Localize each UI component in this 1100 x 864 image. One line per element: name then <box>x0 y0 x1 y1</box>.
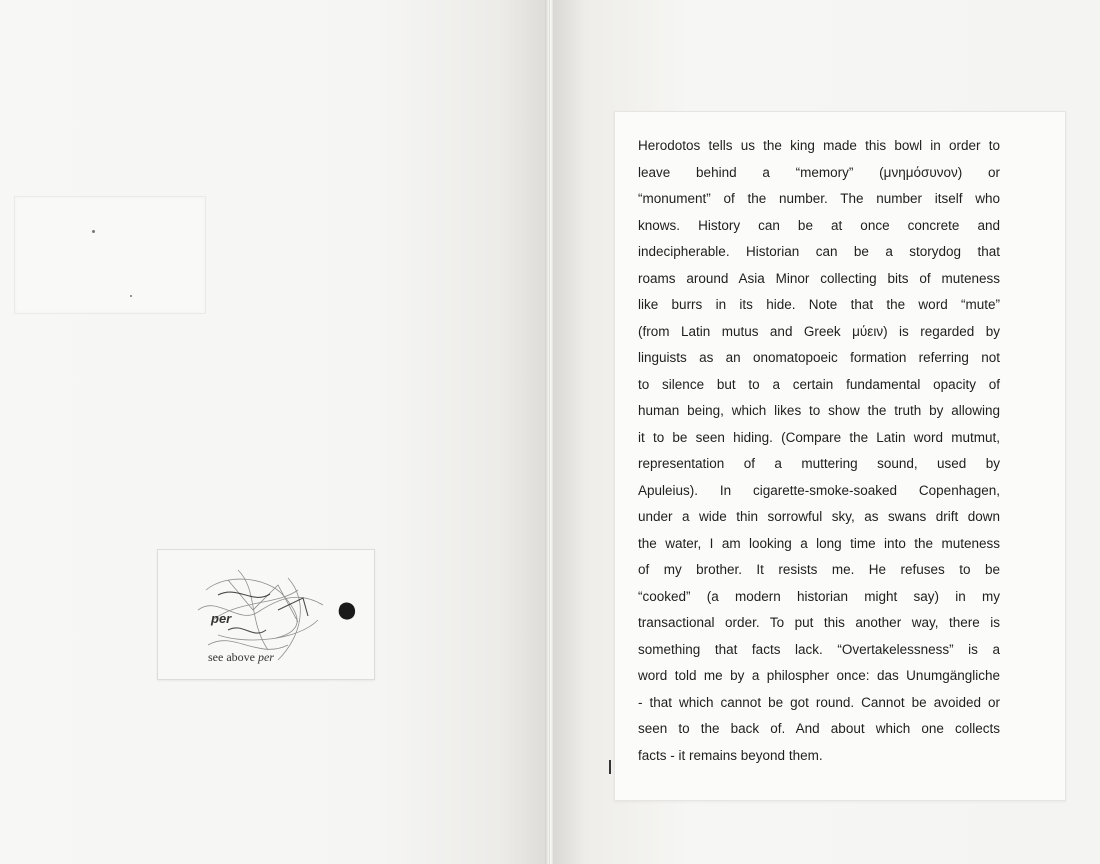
slip-word: per <box>211 611 232 626</box>
slip-caption-word: per <box>257 650 274 664</box>
body-text-line: (from Latin mutus and Greek μύειν) is regarded by <box>638 323 1000 339</box>
paper-speck <box>130 295 132 297</box>
margin-mark <box>609 760 611 774</box>
body-text-line: leave behind a “memory” (μνημόσυνον) or <box>638 164 1000 180</box>
body-text-line: the water, I am looking a long time into the muteness <box>638 535 1000 551</box>
slip-caption <box>208 650 274 665</box>
body-text-line: linguists as an onomatopoeic formation referring not <box>638 350 1000 365</box>
faded-paper-slip <box>14 196 206 314</box>
body-text-line: transactional order. To put this another way, there is <box>638 615 1000 630</box>
body-text <box>638 133 1000 769</box>
body-text-line: under a wide thin sorrowful sky, as swans drift down <box>638 509 1000 524</box>
body-text-line: indecipherable. Historian can be a storydog that <box>638 244 1000 259</box>
body-text-line: - that which cannot be got round. Cannot be avoided or <box>638 694 1000 710</box>
body-text-line: “cooked” (a modern historian might say) in my <box>638 588 1000 604</box>
body-text-line: like burrs in its hide. Note that the word “mute” <box>638 297 1000 312</box>
body-text-line: knows. History can be at once concrete and <box>638 217 1000 233</box>
body-text-line: word told me by a philospher once: das Unumgängliche <box>638 668 1000 683</box>
body-text-line: Herodotos tells us the king made this bowl in order to <box>638 138 1000 153</box>
slip-caption-prefix: see above <box>208 650 255 664</box>
body-text-line: facts - it remains beyond them. <box>638 747 823 763</box>
body-text-line: something that facts lack. “Overtakelessness” is a <box>638 641 1000 657</box>
binding-stitch <box>549 0 550 864</box>
body-text-line: Apuleius). In cigarette-smoke-soaked Copenhagen, <box>638 482 1000 498</box>
body-text-line: “monument” of the number. The number itself who <box>638 191 1000 206</box>
body-text-line: seen to the back of. And about which one collects <box>638 721 1000 736</box>
pasted-text-slip <box>614 111 1066 801</box>
pasted-word-slip <box>157 549 375 680</box>
body-text-line: roams around Asia Minor collecting bits of muteness <box>638 270 1000 286</box>
body-text-line: representation of a muttering sound, used by <box>638 456 1000 471</box>
body-text-line: it to be seen hiding. (Compare the Latin word mutmut, <box>638 429 1000 445</box>
body-text-line: to silence but to a certain fundamental opacity of <box>638 376 1000 392</box>
paper-speck <box>92 230 95 233</box>
body-text-line: human being, which likes to show the truth by allowing <box>638 403 1000 418</box>
left-page <box>0 0 547 864</box>
body-text-line: of my brother. It resists me. He refuses to be <box>638 562 1000 577</box>
